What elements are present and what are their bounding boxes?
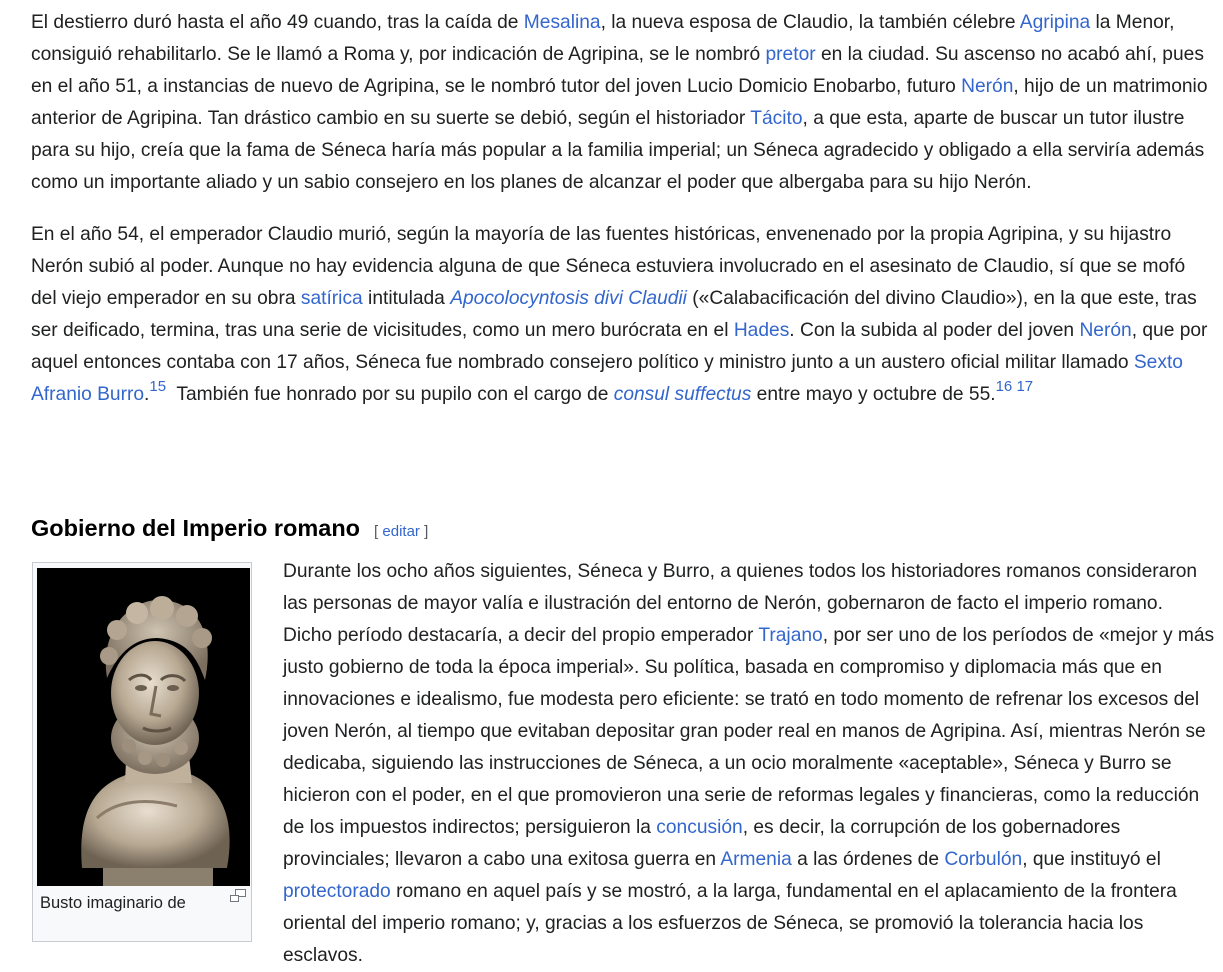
link-apocolocyntosis[interactable]: Apocolocyntosis divi Claudii — [450, 288, 687, 309]
paragraph-claudius-death — [31, 219, 1215, 411]
link-neron-2[interactable]: Nerón — [1079, 320, 1132, 341]
reference-15[interactable]: 15 — [149, 377, 167, 395]
link-sexto-afranio-burro[interactable]: Sexto Afranio Burro — [31, 352, 1183, 405]
text: entre mayo y octubre de 55. — [751, 384, 996, 405]
text: («Calabacificación del divino Claudio»), en la que este, tras ser deificado, termina, tras una serie de vicisitudes, como un mero burócrata en el — [31, 288, 1197, 341]
paragraph-exile — [31, 7, 1215, 199]
figure-caption: Busto imaginario de — [40, 894, 186, 912]
text: la Menor, consiguió rehabilitarlo. Se le llamó a Roma y, por indicación de Agripina, se le nombró — [31, 12, 1175, 65]
link-trajano[interactable]: Trajano — [758, 625, 823, 646]
text: , que por aquel entonces contaba con 17 años, Séneca fue nombrado consejero político y ministro junto a un austero oficial militar llamado — [31, 320, 1208, 373]
text: También fue honrado por su pupilo con el cargo de — [166, 384, 614, 405]
link-armenia[interactable]: Armenia — [720, 849, 792, 870]
article-body — [31, 7, 1215, 411]
link-pretor[interactable]: pretor — [765, 44, 816, 65]
link-tacito[interactable]: Tácito — [750, 108, 803, 129]
link-consul-suffectus[interactable]: consul suffectus — [613, 384, 752, 405]
figure-thumbnail — [32, 562, 252, 942]
text: romano en aquel país y se mostró, a la larga, fundamental en el aplacamiento de la frontera oriental del imperio romano; y, gracias a los esfuerzos de Séneca, se promovió la tolerancia hacia los esclavos. — [283, 881, 1177, 966]
text: Durante los ocho años siguientes, Séneca y Burro, a quienes todos los historiadores romanos consideraron las personas de mayor valía e ilustración del entorno de Nerón, gobernaron de facto el imperio romano. Dicho período destacaría, a decir del propio emperador — [283, 561, 1198, 646]
link-agripina[interactable]: Agripina — [1019, 12, 1091, 33]
text: , la nueva esposa de Claudio, la también célebre — [600, 12, 1020, 33]
bust-image[interactable] — [37, 568, 250, 886]
text: intitulada — [362, 288, 451, 309]
text: , es decir, la corrupción de los gobernadores provinciales; llevaron a cabo una exitosa guerra en — [283, 817, 1121, 870]
link-protectorado[interactable]: protectorado — [283, 881, 391, 902]
link-concusion[interactable]: concusión — [656, 817, 743, 838]
enlarge-icon[interactable] — [230, 889, 246, 903]
text: , por ser uno de los períodos de «mejor y más justo gobierno de toda la época imperial». Su política, basada en compromiso y diplomacia más que en innovaciones e idealismo, fue modesta pero eficiente: se trató en todo momento de refrenar los excesos del joven Nerón, al tiempo que evitaban depositar gran poder real en manos de Agripina. Así, mientras Nerón se dedicaba, siguiendo las instrucciones de Séneca, a un ocio moralmente «aceptable», Séneca y Burro se hicieron con el poder, en el que promovieron una serie de reformas legales y financieras, como la reducción de los impuestos indirectos; persiguieron la — [283, 625, 1215, 838]
link-satirica[interactable]: satírica — [300, 288, 363, 309]
bust-illustration — [37, 568, 250, 886]
link-mesalina[interactable]: Mesalina — [523, 12, 601, 33]
text: en la ciudad. Su ascenso no acabó ahí, pues en el año 51, a instancias de nuevo de Agripina, se le nombró tutor del joven Lucio Domicio Enobarbo, futuro — [31, 44, 1204, 97]
edit-section — [374, 523, 428, 540]
text: . — [144, 384, 150, 405]
paragraph-government — [283, 556, 1215, 972]
link-corbulon[interactable]: Corbulón — [944, 849, 1023, 870]
bracket: ] — [424, 523, 429, 540]
text: , que instituyó el — [1022, 849, 1161, 870]
section-title: Gobierno del Imperio romano — [31, 515, 361, 541]
bracket: [ — [374, 523, 379, 540]
edit-link[interactable]: editar — [382, 523, 420, 540]
reference-17[interactable]: 17 — [1016, 377, 1034, 395]
text: , hijo de un matrimonio anterior de Agripina. Tan drástico cambio en su suerte se debió, según el historiador — [31, 76, 1208, 129]
link-hades[interactable]: Hades — [733, 320, 790, 341]
section-heading — [31, 512, 428, 548]
text: , a que esta, aparte de buscar un tutor ilustre para su hijo, creía que la fama de Séneca haría más popular a la familia imperial; un Séneca agradecido y obligado a ella serviría además como un importante aliado y un sabio consejero en los planes de alcanzar el poder que albergaba para su hijo Nerón. — [31, 108, 1205, 193]
text: El destierro duró hasta el año 49 cuando, tras la caída de — [31, 12, 524, 33]
text: . Con la subida al poder del joven — [789, 320, 1080, 341]
link-neron[interactable]: Nerón — [961, 76, 1014, 97]
text: a las órdenes de — [791, 849, 945, 870]
text: En el año 54, el emperador Claudio murió, según la mayoría de las fuentes históricas, envenenado por la propia Agripina, y su hijastro Nerón subió al poder. Aunque no hay evidencia alguna de que Séneca estuviera involucrado en el asesinato de Claudio, sí que se mofó del viejo emperador en su obra — [31, 224, 1186, 309]
reference-16[interactable]: 16 — [995, 377, 1013, 395]
